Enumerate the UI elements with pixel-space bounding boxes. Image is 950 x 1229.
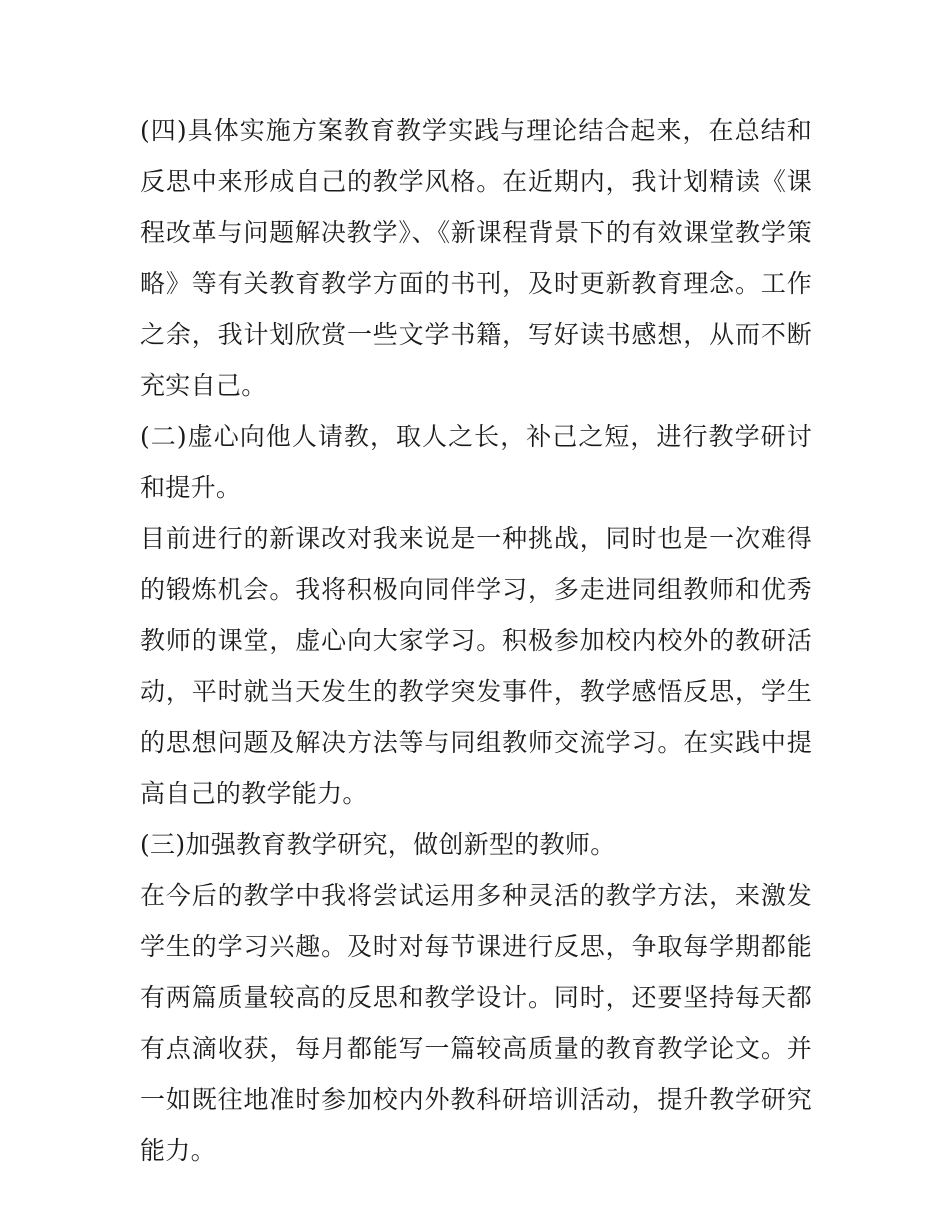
heading-seek-advice: (二)虚心向他人请教，取人之长，补己之短，进行教学研讨和提升。	[140, 422, 812, 502]
document-body	[140, 105, 812, 1176]
heading-research: (三)加强教育教学研究，做创新型的教师。	[140, 830, 616, 859]
paragraph-research: 在今后的教学中我将尝试运用多种灵活的教学方法，来激发学生的学习兴趣。及时对每节课进行反思，争取每学期都能有两篇质量较高的反思和教学设计。同时，还要坚持每天都有点滴收获，每月都能写一篇较高质量的教育教学论文。并一如既往地准时参加校内外教科研培训活动，提升教学研究能力。	[140, 881, 812, 1165]
paragraph-implementation-plan: (四)具体实施方案教育教学实践与理论结合起来，在总结和反思中来形成自己的教学风格。在近期内，我计划精读《课程改革与问题解决教学》、《新课程背景下的有效课堂教学策略》等有关教育教学方面的书刊，及时更新教育理念。工作之余，我计划欣赏一些文学书籍，写好读书感想，从而不断充实自己。	[140, 116, 812, 400]
paragraph-seek-advice: 目前进行的新课改对我来说是一种挑战，同时也是一次难得的锻炼机会。我将积极向同伴学习，多走进同组教师和优秀教师的课堂，虚心向大家学习。积极参加校内校外的教研活动，平时就当天发生的教学突发事件，教学感悟反思，学生的思想问题及解决方法等与同组教师交流学习。在实践中提高自己的教学能力。	[140, 524, 812, 808]
